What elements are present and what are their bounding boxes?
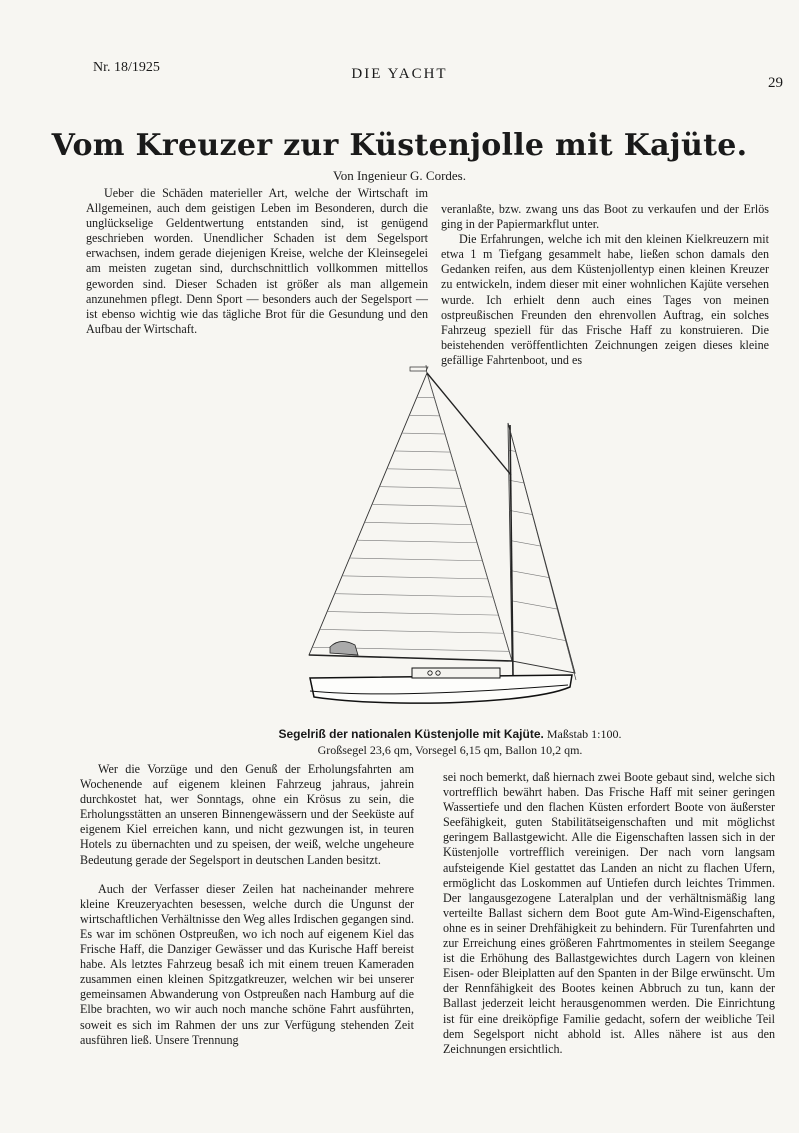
forestay (510, 430, 576, 680)
article-title: Vom Kreuzer zur Küstenjolle mit Kajüte. (51, 128, 748, 163)
article-byline: Von Ingenieur G. Cordes. (333, 168, 466, 183)
paragraph: Auch der Verfasser dieser Zeilen hat nacheinander mehrere kleine Kreuzeryachten besessen, welche durch die Ungunst der wirtschaftlichen Verhältnisse den Weg alles Irdischen gegangen sind. Es war im schönen Ostpreußen, wo ich noch auf eigenem Kiel das Frische Haff, die Danziger Gewässer und das Kurische Haff bereist habe. Als letztes Fahrzeug besaß ich mit einem treuen Kameraden zusammen einen kleinen Spitzgatkreuzer, welchen wir bei unserer gemeinsamen Abwanderung von Ostpreußen nach Hamburg auf die Elbe brachten, wo wir auch noch manche schöne Fahrt ausführten, soweit es sich im Rahmen der uns zur Verfügung stehenden Zeit ausführen ließ. Unsere Trennung (80, 881, 414, 1047)
figure-caption (250, 726, 650, 758)
main-sail (300, 373, 590, 661)
boom-cover (330, 641, 358, 655)
column-1 (86, 186, 428, 337)
paragraph: Wer die Vorzüge und den Genuß der Erholungsfahrten am Wochenende auf eigenem kleinen Fahrzeug jahraus, jahrein durchkostet hat, wer Sonntags, ohne ein Krösus zu sein, die Erholungsstätten an unseren Binnengewässern und der Seeküste auf eigenem Kiel erreichen kann, und nicht gezwungen ist, in teuren Hotels zu übernachten und zu speisen, der weiß, welche ungeheure Bedeutung gerade der Segelsport in deutschen Landen besitzt. (80, 762, 414, 867)
gaff (427, 373, 511, 475)
caption-sail-areas: Großsegel 23,6 qm, Vorsegel 6,15 qm, Ballon 10,2 qm. (317, 743, 583, 757)
sail-plan-drawing (300, 355, 590, 720)
page-number: 29 (768, 75, 783, 91)
paragraph: veranlaßte, bzw. zwang uns das Boot zu verkaufen und der Erlös ging in der Papiermarkflut unter. (441, 202, 769, 232)
boom (309, 655, 512, 661)
paragraph: Die Erfahrungen, welche ich mit den kleinen Kielkreuzern mit etwa 1 m Tiefgang gesammelt habe, ließen schon damals den Gedanken reifen, aus dem Küstenjollentyp einen kleinen Kreuzer zu entwickeln, indem dieser mit einer wohnlichen Kajüte versehen wurde. Ich erhielt denn auch eines Tages von meinen ostpreußischen Freunden den ehrenvollen Auftrag, ein solches Fahrzeug speziell für das Frische Haff zu konstruieren. Die beistehenden veröffentlichten Zeichnungen zeigen dieses kleine gefällige Fahrtenboot, und es (441, 232, 769, 367)
column-4 (443, 770, 775, 1057)
pennant (410, 365, 428, 375)
fore-sail (480, 423, 590, 673)
magazine-name: DIE YACHT (351, 66, 448, 82)
column-3 (80, 762, 414, 1048)
caption-scale: Maßstab 1:100. (546, 727, 622, 741)
paragraph: sei noch bemerkt, daß hiernach zwei Boote gebaut sind, welche sich vortrefflich bewährt haben. Das Frische Haff mit seiner geringen Wassertiefe und den flachen Küsten erfordert Boote von äußerster Seefähigkeit, guten Stabilitätseigenschaften und mit möglichst geringem Ballastgewicht. Alle die Eigenschaften lassen sich in der Küstenjolle vortrefflich vereinigen. Der nach vorn langsam aufsteigende Kiel gestattet das Landen an nicht zu flachen Ufern, ermöglicht das Loskommen auf Untiefen durch leichtes Trimmen. Der langausgezogene Lateralplan und der verhältnismäßig lang verteilte Ballast sichern dem Boot gute Am-Wind-Eigenschaften, ohne es in seiner Drehfähigkeit zu behindern. Für Turenfahrten und zur Erreichung eines größeren Fahrtmomentes in steilem Seegange ist die Erhöhung des Ballastgewichtes durch Lagern von kleinen Eisen- oder Bleiplatten auf den Spanten in der Bilge erwünscht. Um der Rennfähigkeit des Bootes keinen Abbruch zu tun, kann der Ballast jederzeit leicht herausgenommen werden. Die Einrichtung ist für eine dreiköpfige Familie gedacht, sofern der weibliche Teil dem Segelsport nicht abhold ist. Alles nähere ist aus den Zeichnungen ersichtlich. (443, 770, 775, 1056)
issue-number: Nr. 18/1925 (93, 60, 160, 75)
column-2 (441, 202, 769, 368)
paragraph: Ueber die Schäden materieller Art, welche der Wirtschaft im Allgemeinen, auch dem geistigen Leben im Besonderen, durch die unglückselige Geldentwertung entstanden sind, ist genügend geschrieben worden. Unendlicher Schaden ist dem Segelsport erwachsen, indem gerade diejenigen Kreise, welche der Kleinsegelei am meisten zugetan sind, durchschnittlich vollkommen mittellos geworden sind. Dieser Schaden ist größer als man allgemein anzunehmen pflegt. Denn Sport — besonders auch der Segelsport — ist ebenso wichtig wie das tägliche Brot für die Gesundung und den Aufbau der Wirtschaft. (86, 186, 428, 336)
hull (310, 668, 572, 703)
caption-title: Segelriß der nationalen Küstenjolle mit Kajüte. (278, 727, 544, 741)
